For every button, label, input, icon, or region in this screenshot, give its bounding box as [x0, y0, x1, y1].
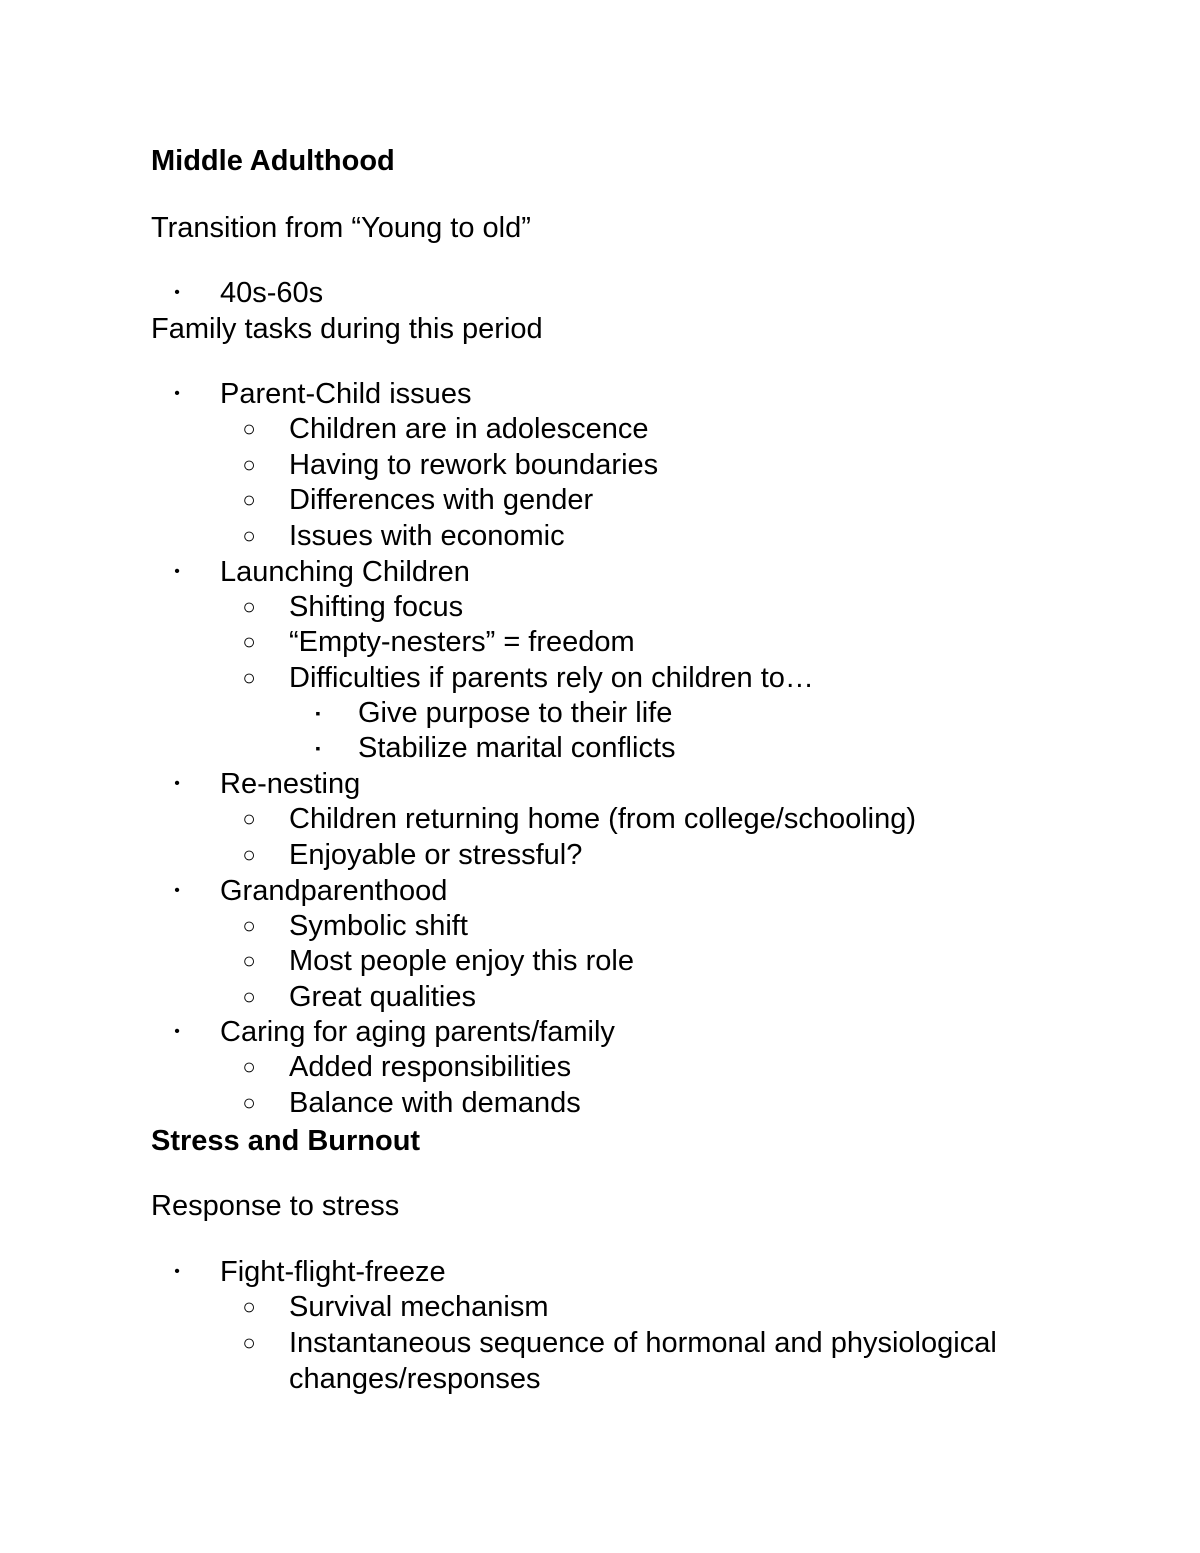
list-item: Enjoyable or stressful? — [289, 839, 583, 871]
subtitle-text: Transition from “Young to old” — [151, 212, 531, 244]
bullet-circle-icon: ○ — [242, 523, 256, 548]
list-item: Stabilize marital conflicts — [358, 732, 676, 764]
bullet-circle-icon: ○ — [242, 806, 256, 831]
list-item: Re-nesting — [220, 768, 361, 800]
list-item: Launching Children — [220, 556, 470, 588]
bullet-circle-icon: ○ — [242, 452, 256, 477]
bullet-circle-icon: ○ — [242, 984, 256, 1009]
section-heading: Stress and Burnout — [151, 1125, 421, 1157]
bullet-circle-icon: ○ — [242, 842, 256, 867]
section-intro-text: Response to stress — [151, 1190, 400, 1222]
bullet-square-icon: ▪ — [315, 705, 321, 721]
bullet-dot-icon: • — [174, 563, 180, 580]
list-item: Children are in adolescence — [289, 413, 649, 445]
bullet-circle-icon: ○ — [242, 416, 256, 441]
list-item-continuation: changes/responses — [289, 1363, 541, 1395]
list-item: Balance with demands — [289, 1087, 581, 1119]
list-item: Differences with gender — [289, 484, 594, 516]
bullet-circle-icon: ○ — [242, 594, 256, 619]
list-item: Having to rework boundaries — [289, 449, 659, 481]
bullet-circle-icon: ○ — [242, 948, 256, 973]
list-item: Most people enjoy this role — [289, 945, 634, 977]
list-item: Difficulties if parents rely on children to… — [289, 662, 814, 694]
bullet-dot-icon: • — [174, 284, 180, 301]
list-item: Fight-flight-freeze — [220, 1256, 446, 1288]
bullet-circle-icon: ○ — [242, 1330, 256, 1355]
list-item: “Empty-nesters” = freedom — [289, 626, 635, 658]
list-item: Great qualities — [289, 981, 476, 1013]
bullet-circle-icon: ○ — [242, 1090, 256, 1115]
bullet-dot-icon: • — [174, 385, 180, 402]
list-item: Grandparenthood — [220, 875, 448, 907]
list-item: Instantaneous sequence of hormonal and physiological — [289, 1327, 997, 1359]
bullet-circle-icon: ○ — [242, 629, 256, 654]
list-item: 40s-60s — [220, 277, 324, 309]
page-title: Middle Adulthood — [151, 145, 395, 177]
bullet-dot-icon: • — [174, 1023, 180, 1040]
bullet-square-icon: ▪ — [315, 740, 321, 756]
bullet-circle-icon: ○ — [242, 1294, 256, 1319]
bullet-circle-icon: ○ — [242, 913, 256, 938]
bullet-dot-icon: • — [174, 775, 180, 792]
list-item: Symbolic shift — [289, 910, 468, 942]
list-item: Children returning home (from college/schooling) — [289, 803, 917, 835]
list-item: Added responsibilities — [289, 1051, 572, 1083]
list-item: Shifting focus — [289, 591, 464, 623]
list-item: Give purpose to their life — [358, 697, 673, 729]
bullet-dot-icon: • — [174, 1263, 180, 1280]
list-item: Survival mechanism — [289, 1291, 549, 1323]
bullet-circle-icon: ○ — [242, 487, 256, 512]
bullet-circle-icon: ○ — [242, 665, 256, 690]
section-intro-text: Family tasks during this period — [151, 313, 543, 345]
list-item: Caring for aging parents/family — [220, 1016, 615, 1048]
bullet-dot-icon: • — [174, 882, 180, 899]
list-item: Issues with economic — [289, 520, 565, 552]
list-item: Parent-Child issues — [220, 378, 472, 410]
bullet-circle-icon: ○ — [242, 1054, 256, 1079]
